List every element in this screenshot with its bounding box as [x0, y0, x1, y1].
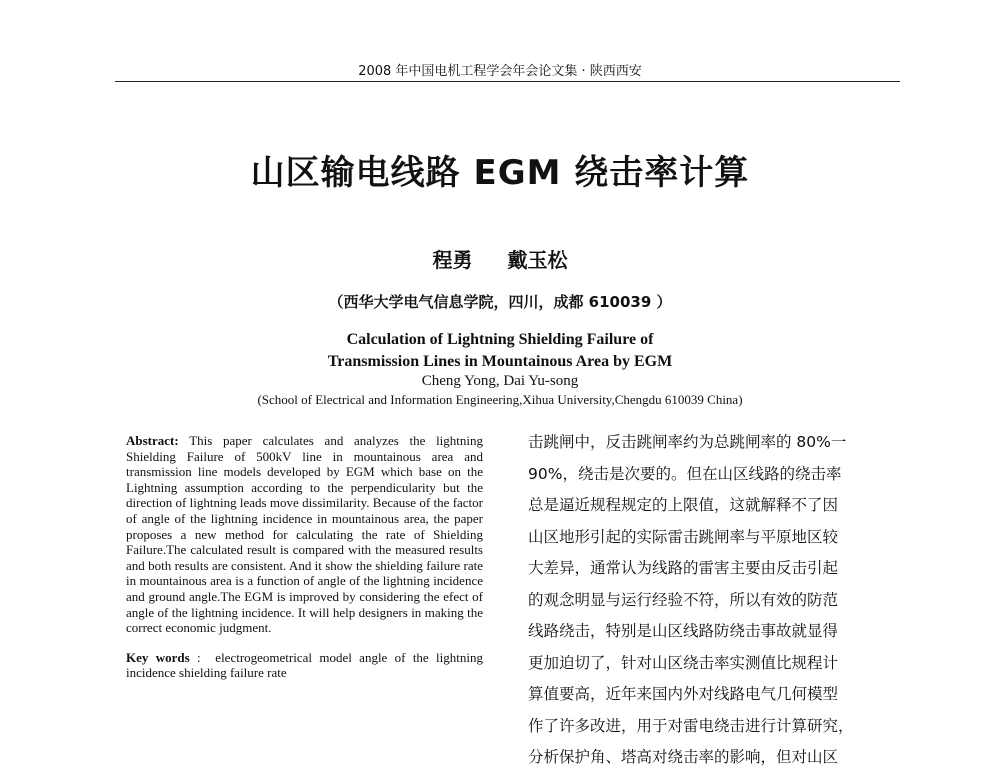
- right-column: [528, 430, 888, 777]
- paper-title-en-line1: Calculation of Lightning Shielding Failure of: [346, 331, 654, 348]
- keywords-text: electrogeometrical model angle of the lightning incidence shielding failure rate: [126, 649, 483, 681]
- body-line: 的观念明显与运行经验不符，所以有效的防范: [528, 590, 839, 609]
- paper-title-cn: 山区输电线路 EGM 绕击率计算: [250, 153, 750, 193]
- abstract-text: This paper calculates and analyzes the lightning Shielding Failure of 500kV line in mountainous area and transmission line models developed by EGM which base on the Lightning assumption according to the perpendicularity but the direction of lightning leads move dissimilarity. Because of the factor of angle of the lightning incidence in mountainous area, the paper proposes a new method for calculating the rate of Shielding Failure.The calculated result is compared with the measured results and both results are consistent. And it show the shielding failure rate in mountainous area is a function of angle of the lightning incidence and ground angle.The EGM is improved by considering the efect of angle of the lightning incidence. It will help designers in making the correct economic judgment.: [126, 433, 484, 636]
- body-line: 线路绕击，特别是山区线路防绕击事故就显得: [528, 622, 839, 640]
- authors-cn: 程勇 戴玉松: [432, 248, 568, 272]
- body-line: 分析保护角、塔高对绕击率的影响，但对山区: [528, 748, 839, 766]
- left-column: [126, 433, 483, 681]
- body-line: 更加迫切了，针对山区绕击率实测值比规程计: [528, 653, 839, 672]
- body-line: 击跳闸中，反击跳闸率约为总跳闸率的 80%一: [528, 433, 847, 451]
- body-line: 算值要高，近年来国内外对线路电气几何模型: [528, 685, 839, 703]
- body-line: 山区地形引起的实际雷击跳闸率与平原地区较: [528, 527, 839, 546]
- abstract-paragraph: [126, 433, 483, 636]
- header-divider: [115, 81, 900, 82]
- paper-title-en-line2: Transmission Lines in Mountainous Area by EGM: [327, 353, 673, 370]
- keywords-label: Key words: [126, 649, 190, 665]
- body-line: 作了许多改进，用于对雷电绕击进行计算研究，: [528, 716, 854, 735]
- body-line: 总是逼近规程规定的上限值，这就解释不了因: [528, 496, 839, 514]
- body-line: 90%，绕击是次要的。但在山区线路的绕击率: [528, 464, 842, 483]
- abstract-label: Abstract:: [126, 433, 179, 448]
- affiliation-en: (School of Electrical and Information Engineering,Xihua University,Chengdu 610039 China): [257, 392, 743, 407]
- authors-en: Cheng Yong, Dai Yu-song: [421, 373, 579, 389]
- body-line: 大差异，通常认为线路的雷害主要由反击引起: [528, 559, 839, 577]
- affiliation-cn: （西华大学电气信息学院，四川，成都 610039 ）: [328, 293, 672, 311]
- paper-title-en: [0, 329, 1000, 373]
- keywords-paragraph: Key words : electrogeometrical model angle of the lightning incidence shielding failure rate: [126, 649, 483, 681]
- running-head: 2008 年中国电机工程学会年会论文集 · 陕西西安: [358, 64, 642, 79]
